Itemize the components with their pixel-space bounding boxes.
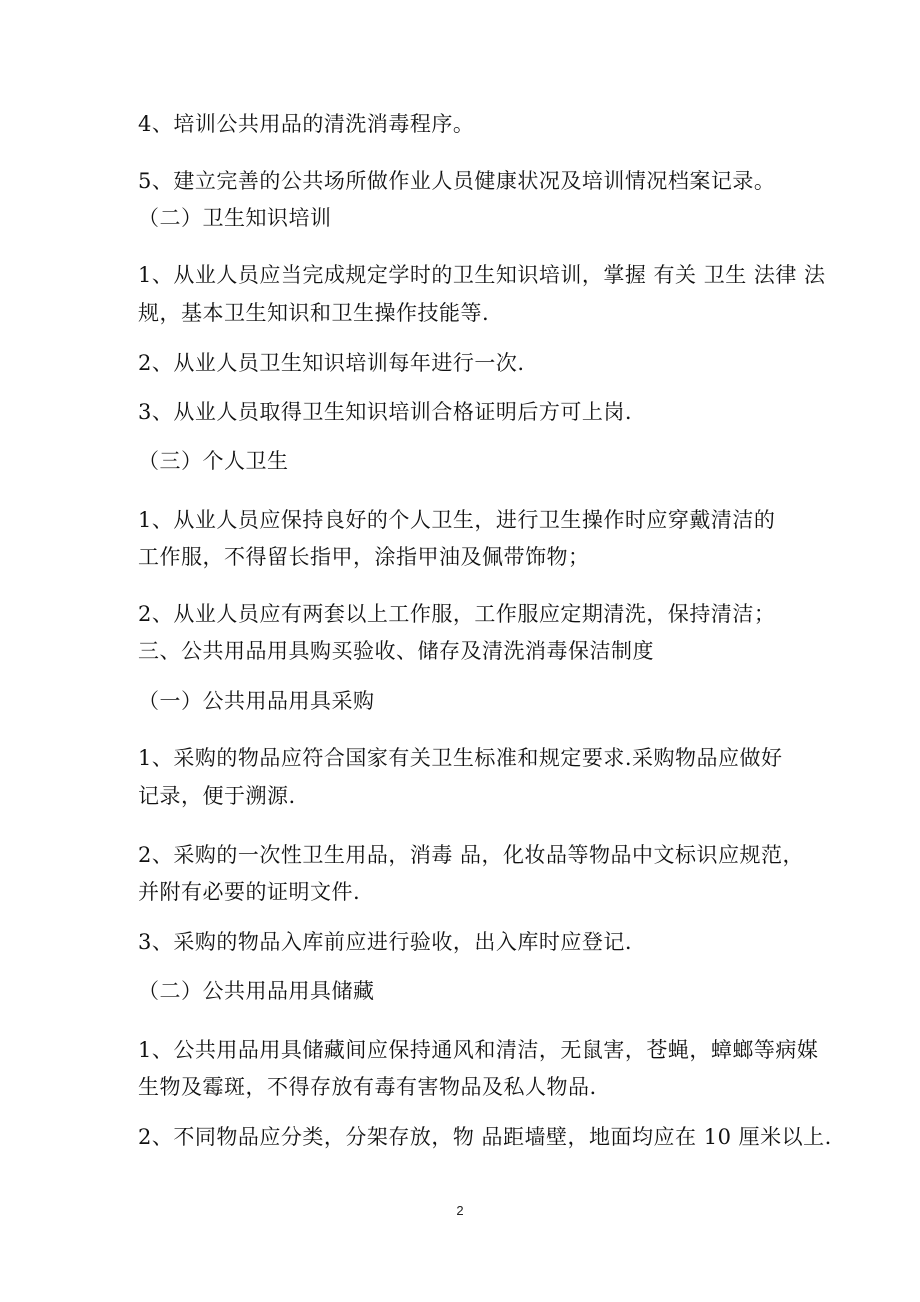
section-heading-training: （二）卫生知识培训 <box>138 206 332 230</box>
page-number: 2 <box>456 1203 464 1218</box>
text-line-18: 3、采购的物品入库前应进行验收，出入库时应登记. <box>138 930 633 954</box>
text-line-15: 记录，便于溯源. <box>138 784 296 808</box>
chapter-heading-public-goods: 三、公共用品用具购买验收、储存及清洗消毒保洁制度 <box>138 639 654 663</box>
text-line-11: 2、从业人员应有两套以上工作服，工作服应定期清洗，保持清洁； <box>138 602 776 626</box>
section-heading-procurement: （一）公共用品用具采购 <box>138 689 375 713</box>
text-line-14: 1、采购的物品应符合国家有关卫生标准和规定要求.采购物品应做好 <box>138 746 783 770</box>
text-line-1: 4、培训公共用品的清洗消毒程序。 <box>138 112 475 136</box>
text-line-5: 规，基本卫生知识和卫生操作技能等. <box>138 301 490 325</box>
text-line-17: 并附有必要的证明文件. <box>138 880 361 904</box>
text-line-21: 生物及霉斑，不得存放有毒有害物品及私人物品. <box>138 1075 597 1099</box>
section-heading-storage: （二）公共用品用具储藏 <box>138 979 375 1003</box>
text-line-4: 1、从业人员应当完成规定学时的卫生知识培训，掌握 有关 卫生 法律 法 <box>138 263 826 287</box>
text-line-2: 5、建立完善的公共场所做作业人员健康状况及培训情况档案记录。 <box>138 169 776 193</box>
text-line-22: 2、不同物品应分类，分架存放，物 品距墙壁，地面均应在 10 厘米以上. <box>138 1125 832 1149</box>
section-heading-personal-hygiene: （三）个人卫生 <box>138 449 289 473</box>
text-line-6: 2、从业人员卫生知识培训每年进行一次. <box>138 351 525 375</box>
text-line-16: 2、采购的一次性卫生用品，消毒 品，化妆品等物品中文标识应规范， <box>138 843 805 867</box>
text-line-9: 1、从业人员应保持良好的个人卫生，进行卫生操作时应穿戴清洁的 <box>138 508 776 532</box>
text-line-20: 1、公共用品用具储藏间应保持通风和清洁，无鼠害，苍蝇，蟑螂等病媒 <box>138 1038 819 1062</box>
text-line-10: 工作服，不得留长指甲，涂指甲油及佩带饰物； <box>138 545 590 569</box>
text-line-7: 3、从业人员取得卫生知识培训合格证明后方可上岗. <box>138 400 633 424</box>
